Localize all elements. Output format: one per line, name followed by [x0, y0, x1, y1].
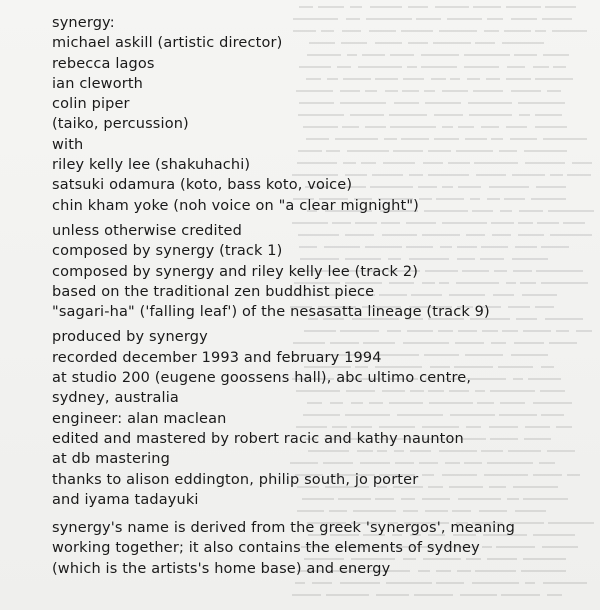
member-line: colin piper [52, 96, 130, 113]
show-through-word [370, 6, 402, 8]
group-section [52, 13, 597, 216]
show-through-word [350, 6, 362, 8]
show-through-word [376, 594, 409, 596]
member-line: ian cleworth [52, 75, 144, 92]
composition-section [52, 221, 597, 322]
group-heading: synergy: [52, 15, 115, 31]
show-through-word [292, 594, 321, 596]
production-line: produced by synergy [52, 329, 208, 346]
show-through-word [547, 594, 562, 596]
composition-line: composed by synergy (track 1) [52, 243, 283, 260]
name-note-line: (which is the artists's home base) and energy [52, 560, 391, 577]
name-note-section [52, 518, 597, 579]
guest-line: satsuki odamura (koto, bass koto, voice) [52, 177, 353, 194]
show-through-word [436, 582, 464, 584]
member-line: michael askill (artistic director) [52, 35, 283, 52]
show-through-word [295, 582, 305, 584]
production-line: at studio 200 (eugene goossens hall), abc ultimo centre, [52, 370, 472, 387]
show-through-word [545, 6, 576, 8]
show-through-word [435, 6, 469, 8]
show-through-word [386, 582, 432, 584]
show-through-word [414, 594, 453, 596]
composition-line: "sagari-ha" ('falling leaf') of the nesasatta lineage (track 9) [52, 304, 490, 321]
show-through-word [543, 582, 587, 584]
show-through-word [318, 6, 344, 8]
production-line: edited and mastered by robert racic and kathy naunton [52, 430, 464, 447]
composition-line: based on the traditional zen buddhist piece [52, 283, 375, 300]
production-line: thanks to alison eddington, philip south, jo porter [52, 471, 419, 488]
show-through-word [408, 6, 428, 8]
show-through-word [501, 594, 540, 596]
show-through-word [460, 594, 497, 596]
composition-line: unless otherwise credited [52, 222, 242, 239]
show-through-word [506, 6, 541, 8]
production-line: sydney, australia [52, 390, 179, 407]
show-through-word [473, 6, 501, 8]
show-through-word [299, 6, 313, 8]
show-through-word [525, 582, 535, 584]
show-through-word [326, 594, 369, 596]
show-through-word [312, 582, 332, 584]
composition-line: composed by synergy and riley kelly lee (track 2) [52, 263, 419, 280]
production-line: and iyama tadayuki [52, 491, 199, 508]
guest-line: chin kham yoke (noh voice on "a clear mignight") [52, 197, 419, 214]
production-line: recorded december 1993 and february 1994 [52, 349, 382, 366]
with-line: with [52, 136, 84, 153]
member-line: rebecca lagos [52, 55, 155, 72]
guest-line: riley kelly lee (shakuhachi) [52, 157, 251, 174]
member-role-line: (taiko, percussion) [52, 116, 189, 133]
production-section [52, 327, 597, 510]
name-note-line: synergy's name is derived from the greek 'synergos', meaning [52, 520, 516, 537]
show-through-word [340, 582, 380, 584]
production-line: engineer: alan maclean [52, 410, 227, 427]
production-line: at db mastering [52, 451, 171, 468]
credits-block [52, 13, 597, 579]
name-note-line: working together; it also contains the elements of sydney [52, 540, 480, 557]
show-through-word [472, 582, 519, 584]
